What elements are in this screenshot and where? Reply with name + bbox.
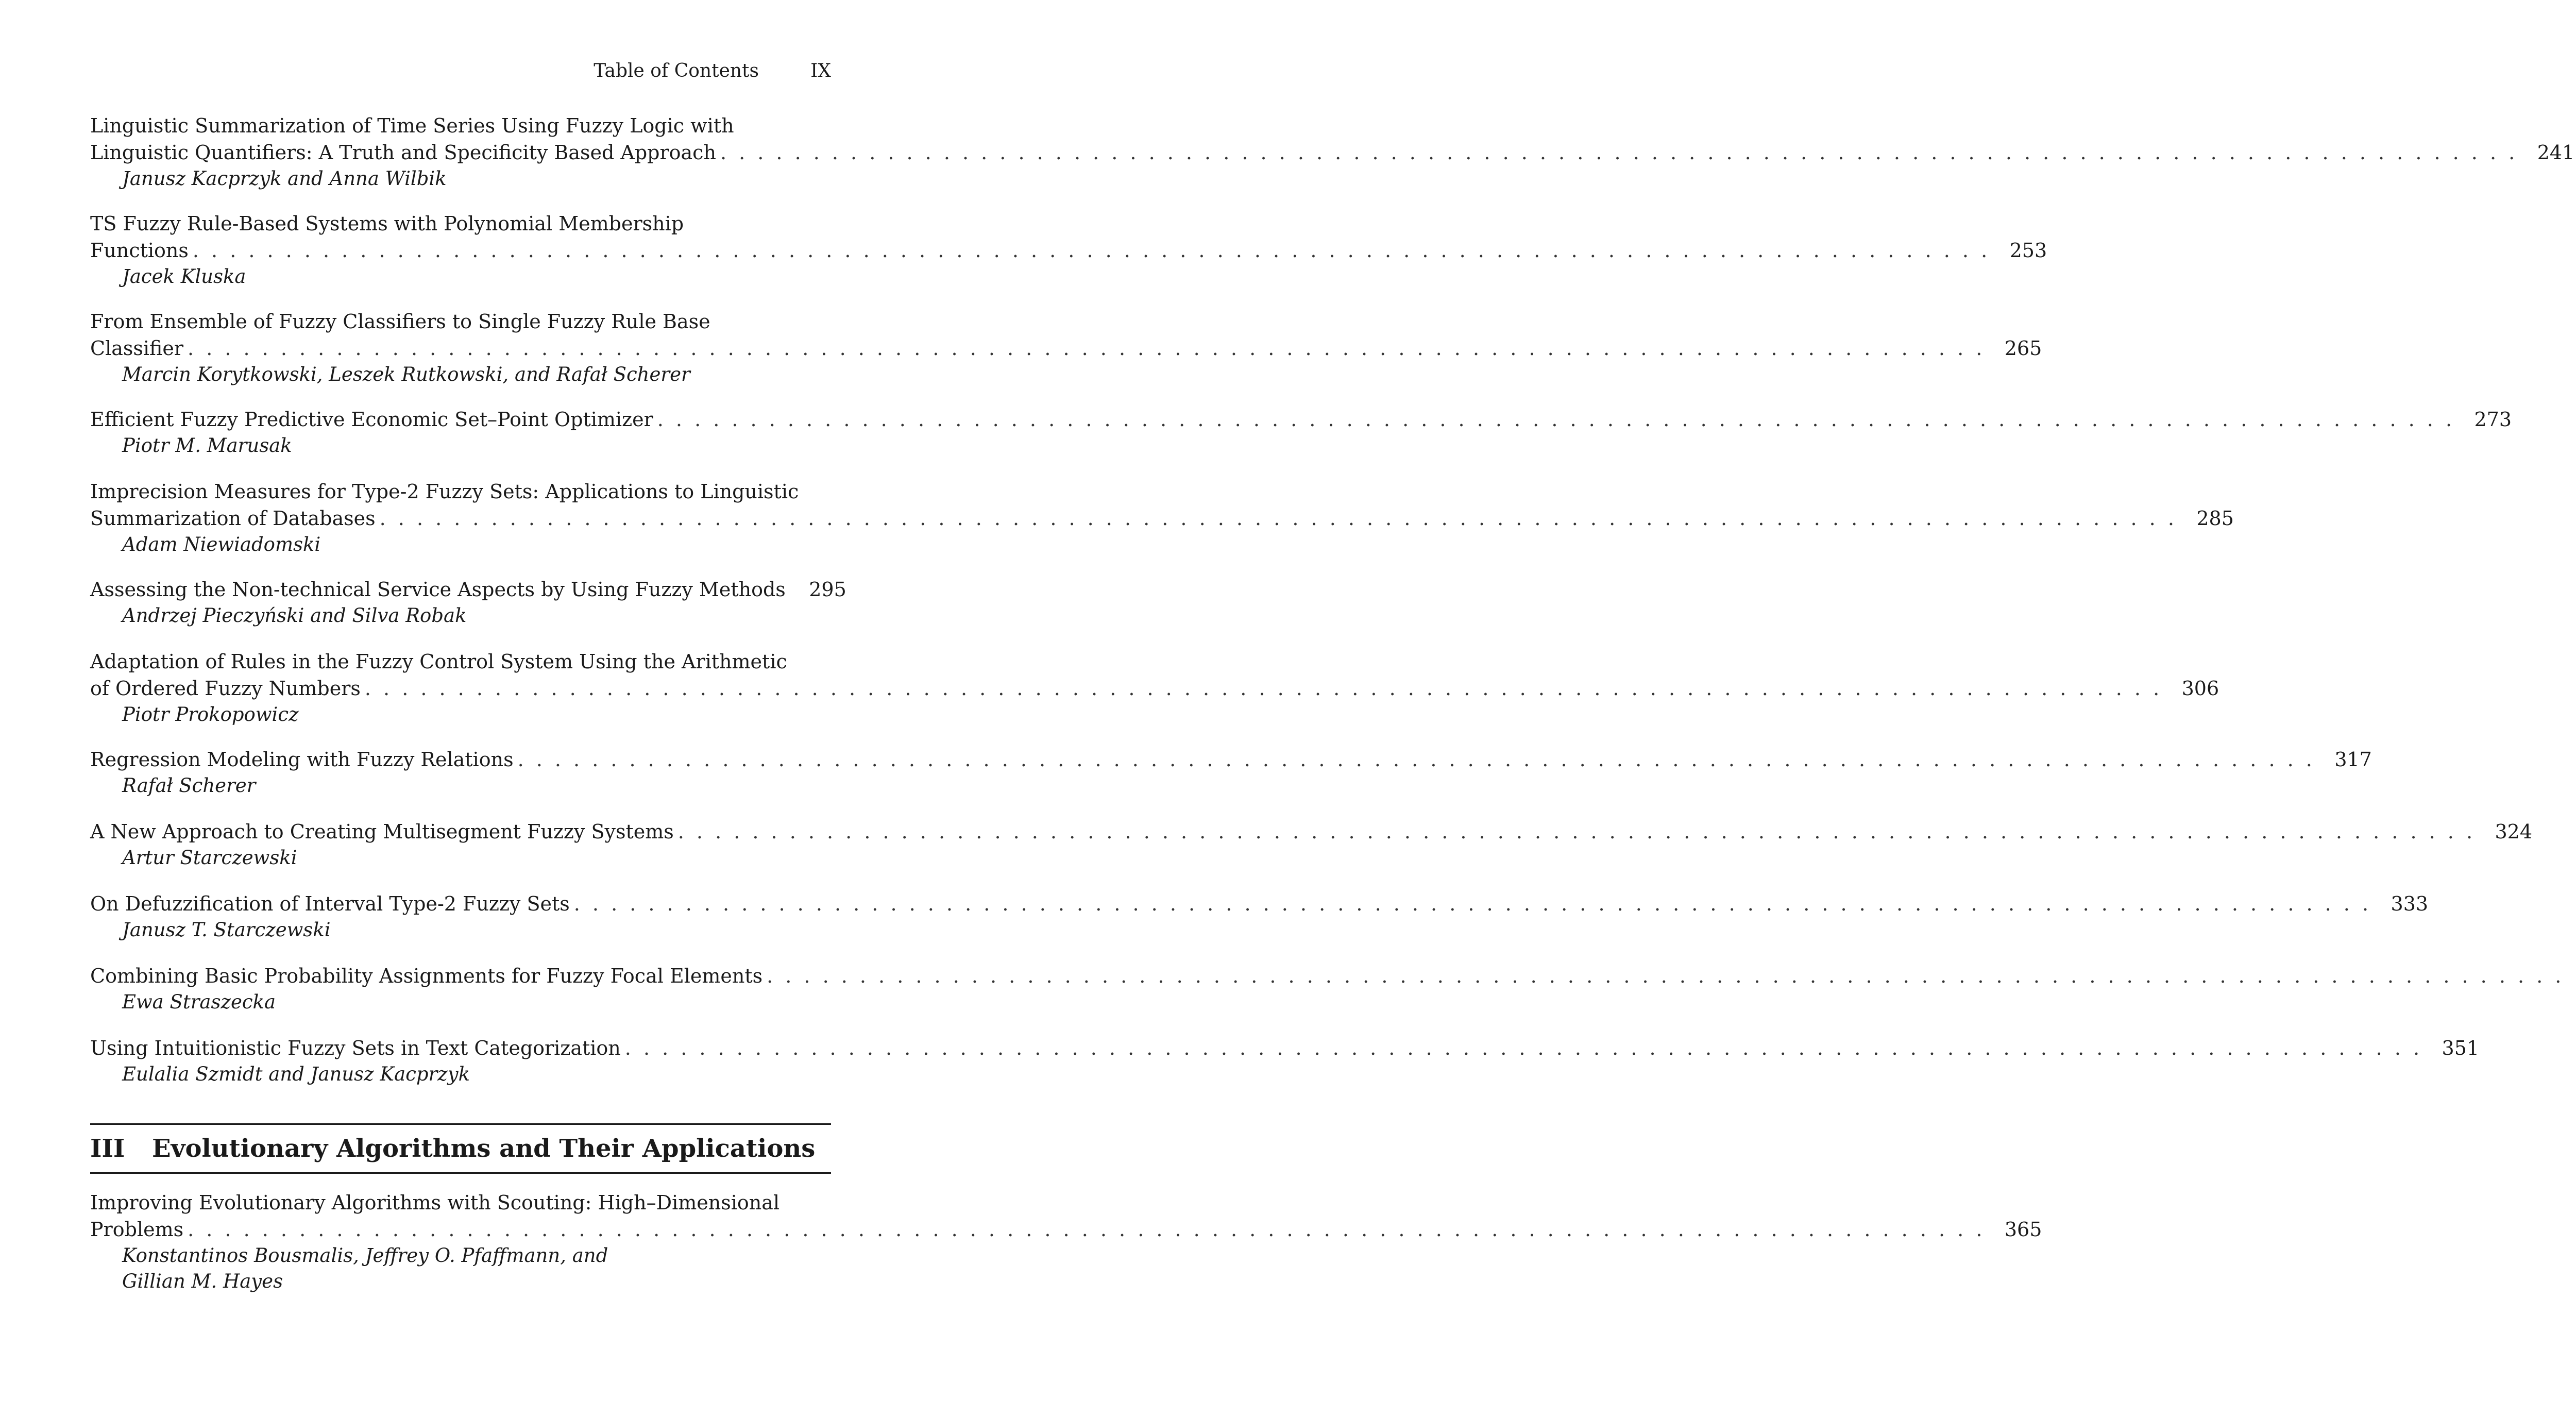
entry-title: Regression Modeling with Fuzzy Relations <box>90 748 514 771</box>
running-head <box>90 59 831 83</box>
entry-title-line <box>90 746 2372 773</box>
toc-entry[interactable] <box>90 308 2042 387</box>
entry-page-number <box>2564 963 2576 989</box>
entry-page-number: 306 <box>2181 677 2219 700</box>
book-page <box>90 0 2575 1417</box>
entry-page-number: 324 <box>2495 820 2533 843</box>
entry-title-line <box>90 406 2512 433</box>
toc-entry[interactable] <box>90 1189 2042 1294</box>
entry-title-line <box>90 818 2533 845</box>
part-number: III <box>90 1134 125 1163</box>
entry-title: Adaptation of Rules in the Fuzzy Control System Using the Arithmetic <box>90 650 787 673</box>
entry-title-line <box>90 505 2234 532</box>
entry-title-line <box>90 576 846 603</box>
entry-title-line <box>90 237 2047 264</box>
entry-page-number: 317 <box>2334 748 2372 771</box>
entry-authors: Eulalia Szmidt and Janusz Kacprzyk <box>122 1063 470 1085</box>
entry-title: Functions <box>90 239 189 262</box>
part-heading <box>90 1123 831 1174</box>
entry-title: Linguistic Quantifiers: A Truth and Specificity Based Approach <box>90 141 716 164</box>
entry-title-line <box>90 335 2042 362</box>
entry-title-line <box>90 675 2219 702</box>
toc-entry[interactable] <box>90 890 2429 943</box>
entry-page-number: 295 <box>809 578 846 601</box>
entry-title-line <box>90 963 2565 989</box>
entry-page-number: 273 <box>2474 408 2512 431</box>
page-number: IX <box>810 60 831 81</box>
entry-authors: Gillian M. Hayes <box>122 1270 283 1292</box>
entry-title-line <box>90 1216 2042 1243</box>
dot-leader: . . . . . . . . . . . . . . . . . . . . . . . . . . . . . . . . . . . . . . . . . . . . . . . . . . . . . . . . . . . . . . . . . . . . . . . . . . . . . . . . . . . . . . . . . . . . . . . . . <box>379 507 2177 530</box>
entry-authors: Marcin Korytkowski, Leszek Rutkowski, and Rafał Scherer <box>122 363 690 385</box>
dot-leader: . . . . . . . . . . . . . . . . . . . . . . . . . . . . . . . . . . . . . . . . . . . . . . . . . . . . . . . . . . . . . . . . . . . . . . . . . . . . . . . . . . . . . . . . . . . . . . . . . <box>677 820 2476 843</box>
toc-entry[interactable] <box>90 112 2575 192</box>
entry-title: Classifier <box>90 337 184 360</box>
entry-title-line <box>90 1035 2480 1061</box>
entry-title-line <box>90 112 831 139</box>
entry-title: From Ensemble of Fuzzy Classifiers to Single Fuzzy Rule Base <box>90 310 710 333</box>
toc-entry[interactable] <box>90 210 2047 290</box>
dot-leader: . . . . . . . . . . . . . . . . . . . . . . . . . . . . . . . . . . . . . . . . . . . . . . . . . . . . . . . . . . . . . . . . . . . . . . . . . . . . . . . . . . . . . . . . . . . . . . . . . <box>767 965 2565 987</box>
entry-title-line <box>90 308 831 335</box>
entry-title-line <box>90 210 831 237</box>
dot-leader: . . . . . . . . . . . . . . . . . . . . . . . . . . . . . . . . . . . . . . . . . . . . . . . . . . . . . . . . . . . . . . . . . . . . . . . . . . . . . . . . . . . . . . . . . . . . . . . . . <box>624 1037 2423 1059</box>
entry-title-line <box>90 139 2575 166</box>
entry-title: Combining Basic Probability Assignments for Fuzzy Focal Elements <box>90 965 763 987</box>
dot-leader: . . . . . . . . . . . . . . . . . . . . . . . . . . . . . . . . . . . . . . . . . . . . . . . . . . . . . . . . . . . . . . . . . . . . . . . . . . . . . . . . . . . . . . . . . . . . . . . . . <box>188 1218 1986 1241</box>
entry-page-number: 253 <box>2009 239 2047 262</box>
entry-authors: Andrzej Pieczyński and Silva Robak <box>122 604 467 627</box>
toc-entry[interactable] <box>90 818 2533 871</box>
entry-title: Linguistic Summarization of Time Series Using Fuzzy Logic with <box>90 114 734 137</box>
entry-title: TS Fuzzy Rule-Based Systems with Polynomial Membership <box>90 212 684 235</box>
entry-authors: Rafał Scherer <box>122 774 256 797</box>
entry-title-line <box>90 890 2429 917</box>
toc-entry[interactable] <box>90 648 2219 728</box>
entry-page-number: 365 <box>2004 1218 2042 1241</box>
entry-title: Summarization of Databases <box>90 507 376 530</box>
entry-page-number: 333 <box>2391 892 2429 915</box>
toc-entry[interactable] <box>90 406 2512 459</box>
toc-entry[interactable] <box>90 746 2372 799</box>
entry-authors: Konstantinos Bousmalis, Jeffrey O. Pfaffmann, and <box>122 1244 608 1267</box>
entry-authors: Piotr Prokopowicz <box>122 703 299 726</box>
dot-leader: . . . . . . . . . . . . . . . . . . . . . . . . . . . . . . . . . . . . . . . . . . . . . . . . . . . . . . . . . . . . . . . . . . . . . . . . . . . . . . . . . . . . . . . . . . . . . . . . . <box>517 748 2315 771</box>
dot-leader: . . . . . . . . . . . . . . . . . . . . . . . . . . . . . . . . . . . . . . . . . . . . . . . . . . . . . . . . . . . . . . . . . . . . . . . . . . . . . . . . . . . . . . . . . . . . . . . . . <box>657 408 2455 431</box>
toc-entry[interactable] <box>90 576 846 629</box>
entry-authors: Piotr M. Marusak <box>122 434 292 457</box>
entry-title-line <box>90 648 831 675</box>
dot-leader: . . . . . . . . . . . . . . . . . . . . . . . . . . . . . . . . . . . . . . . . . . . . . . . . . . . . . . . . . . . . . . . . . . . . . . . . . . . . . . . . . . . . . . . . . . . . . . . . . <box>188 337 1986 360</box>
entry-authors: Adam Niewiadomski <box>122 533 321 555</box>
entry-page-number: 285 <box>2196 507 2234 530</box>
entry-title: Problems <box>90 1218 184 1241</box>
entry-page-number: 351 <box>2442 1037 2480 1059</box>
dot-leader: . . . . . . . . . . . . . . . . . . . . . . . . . . . . . . . . . . . . . . . . . . . . . . . . . . . . . . . . . . . . . . . . . . . . . . . . . . . . . . . . . . . . . . . . . . . . . . . . . <box>573 892 2372 915</box>
part-title: Evolutionary Algorithms and Their Applications <box>152 1134 816 1163</box>
entry-title: Using Intuitionistic Fuzzy Sets in Text Categorization <box>90 1037 621 1059</box>
entry-title: of Ordered Fuzzy Numbers <box>90 677 361 700</box>
entry-authors: Artur Starczewski <box>122 847 297 869</box>
toc-entry[interactable] <box>90 478 2234 558</box>
entry-title-line <box>90 1189 831 1216</box>
entry-authors: Janusz Kacprzyk and Anna Wilbik <box>122 167 447 190</box>
dot-leader: . . . . . . . . . . . . . . . . . . . . . . . . . . . . . . . . . . . . . . . . . . . . . . . . . . . . . . . . . . . . . . . . . . . . . . . . . . . . . . . . . . . . . . . . . . . . . . . . . <box>720 141 2518 164</box>
entry-title: On Defuzzification of Interval Type-2 Fuzzy Sets <box>90 892 570 915</box>
entry-title-line <box>90 478 831 505</box>
toc-entry[interactable] <box>90 963 2565 1015</box>
entry-title: Improving Evolutionary Algorithms with Scouting: High–Dimensional <box>90 1191 780 1214</box>
entry-page-number: 241 <box>2537 141 2575 164</box>
running-head-title: Table of Contents <box>594 60 759 81</box>
dot-leader: . . . . . . . . . . . . . . . . . . . . . . . . . . . . . . . . . . . . . . . . . . . . . . . . . . . . . . . . . . . . . . . . . . . . . . . . . . . . . . . . . . . . . . . . . . . . . . . . . <box>192 239 1991 262</box>
toc-entry[interactable] <box>90 1035 2480 1087</box>
entry-authors: Ewa Straszecka <box>122 991 276 1013</box>
entry-title: Assessing the Non-technical Service Aspects by Using Fuzzy Methods <box>90 578 786 601</box>
entry-page-number: 265 <box>2004 337 2042 360</box>
entry-title: Imprecision Measures for Type-2 Fuzzy Sets: Applications to Linguistic <box>90 480 799 503</box>
entry-title: Efficient Fuzzy Predictive Economic Set–Point Optimizer <box>90 408 653 431</box>
dot-leader: . . . . . . . . . . . . . . . . . . . . . . . . . . . . . . . . . . . . . . . . . . . . . . . . . . . . . . . . . . . . . . . . . . . . . . . . . . . . . . . . . . . . . . . . . . . . . . . . . <box>364 677 2163 700</box>
entry-authors: Janusz T. Starczewski <box>122 919 331 941</box>
entry-title: A New Approach to Creating Multisegment Fuzzy Systems <box>90 820 674 843</box>
entry-authors: Jacek Kluska <box>122 265 246 288</box>
